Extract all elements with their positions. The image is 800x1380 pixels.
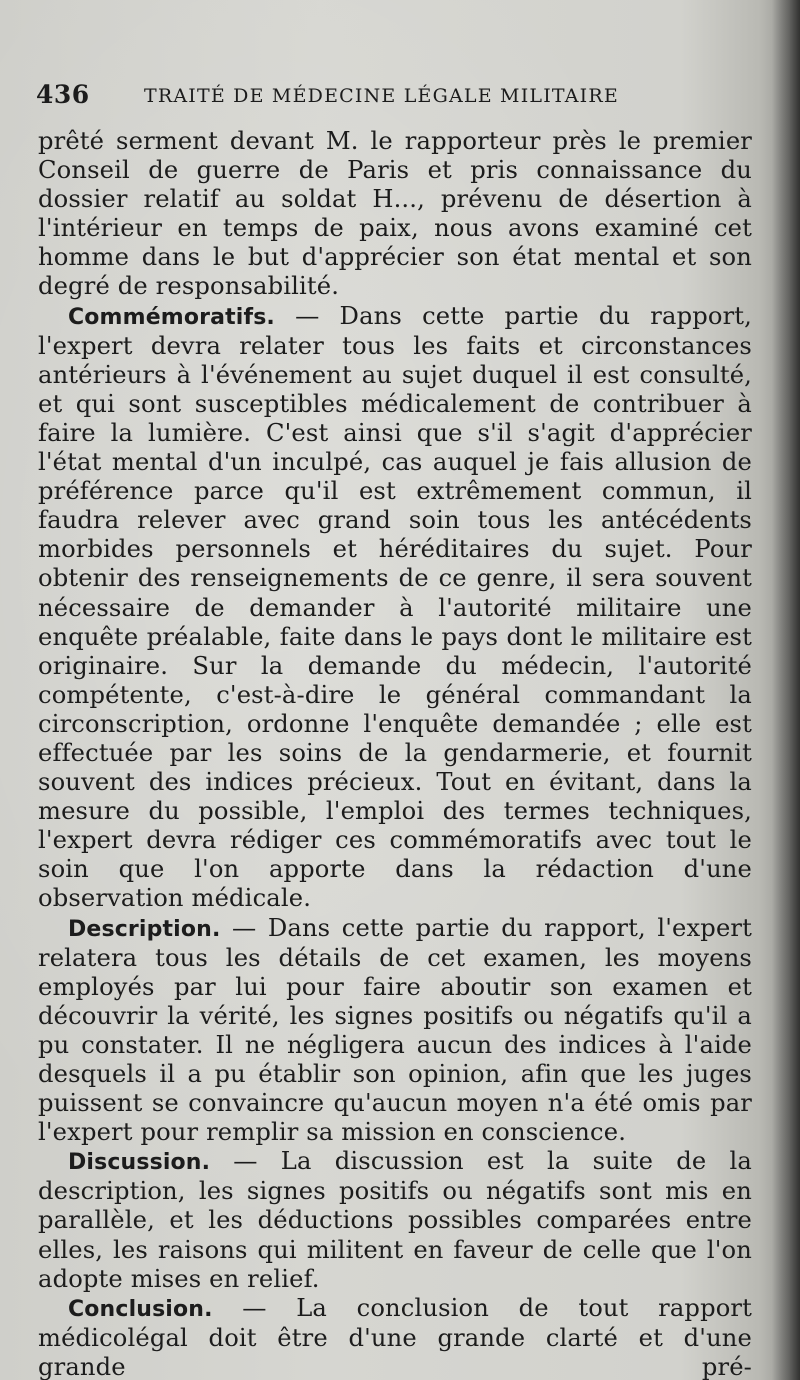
page-edge-shadow <box>772 0 800 1380</box>
paragraph-oath <box>38 127 752 302</box>
section-heading-description: Description. <box>68 916 221 942</box>
paragraph-text: — La discussion est la suite de la description, les signes positifs ou négatifs sont mis en parallèle, et les déductions possibles comparées entre elles, les raisons qui militent en faveur de celle que l'on adopte mises en relief. <box>38 1147 752 1293</box>
paragraph-conclusion <box>38 1294 752 1380</box>
paragraph-discussion <box>38 1147 752 1293</box>
page-number: 436 <box>36 80 90 109</box>
paragraph-commemoratifs <box>38 302 752 914</box>
paragraph-text: — La conclusion de tout rapport médicolégal doit être d'une grande clarté et d'une grande pré- <box>38 1293 752 1380</box>
body-text <box>38 127 752 1380</box>
paragraph-text: prêté serment devant M. le rapporteur près le premier Conseil de guerre de Paris et pris connaissance du dossier relatif au soldat H..., prévenu de désertion à l'intérieur en temps de paix, nous avons examiné cet homme dans le but d'apprécier son état mental et son degré de responsabilité. <box>38 127 752 301</box>
section-heading-discussion: Discussion. <box>68 1150 211 1176</box>
running-head <box>36 80 756 114</box>
section-heading-commemoratifs: Commémoratifs. <box>68 304 275 330</box>
paragraph-text: — Dans cette partie du rapport, l'expert relatera tous les détails de cet examen, les moyens employés par lui pour faire aboutir son examen et découvrir la vérité, les signes positifs ou négatifs qu'il a pu constater. Il ne négligera aucun des indices à l'aide desquels il a pu établir son opinion, afin que les juges puissent se convaincre qu'aucun moyen n'a été omis par l'expert pour remplir sa mission en conscience. <box>38 913 752 1147</box>
paragraph-text: — Dans cette partie du rapport, l'expert devra relater tous les faits et circonstances antérieurs à l'événement au sujet duquel il est consulté, et qui sont susceptibles médicalement de contribuer à faire la lumière. C'est ainsi que s'il s'agit d'apprécier l'état mental d'un inculpé, cas auquel je fais allusion de préférence parce qu'il est extrêmement commun, il faudra relever avec grand soin tous les antécédents morbides personnels et héréditaires du sujet. Pour obtenir des renseignements de ce genre, il sera souvent nécessaire de demander à l'autorité militaire une enquête préalable, faite dans le pays dont le militaire est originaire. Sur la demande du médecin, l'autorité compétente, c'est-à-dire le général commandant la circonscription, ordonne l'enquête demandée ; elle est effectuée par les soins de la gendarmerie, et fournit souvent des indices précieux. Tout en évitant, dans la mesure du possible, l'emploi des termes techniques, l'expert devra rédiger ces commémoratifs avec tout le soin que l'on apporte dans la rédaction d'une observation médicale. <box>38 301 752 913</box>
running-title: TRAITÉ DE MÉDECINE LÉGALE MILITAIRE <box>144 85 619 107</box>
section-heading-conclusion: Conclusion. <box>68 1296 213 1322</box>
paragraph-description <box>38 914 752 1148</box>
